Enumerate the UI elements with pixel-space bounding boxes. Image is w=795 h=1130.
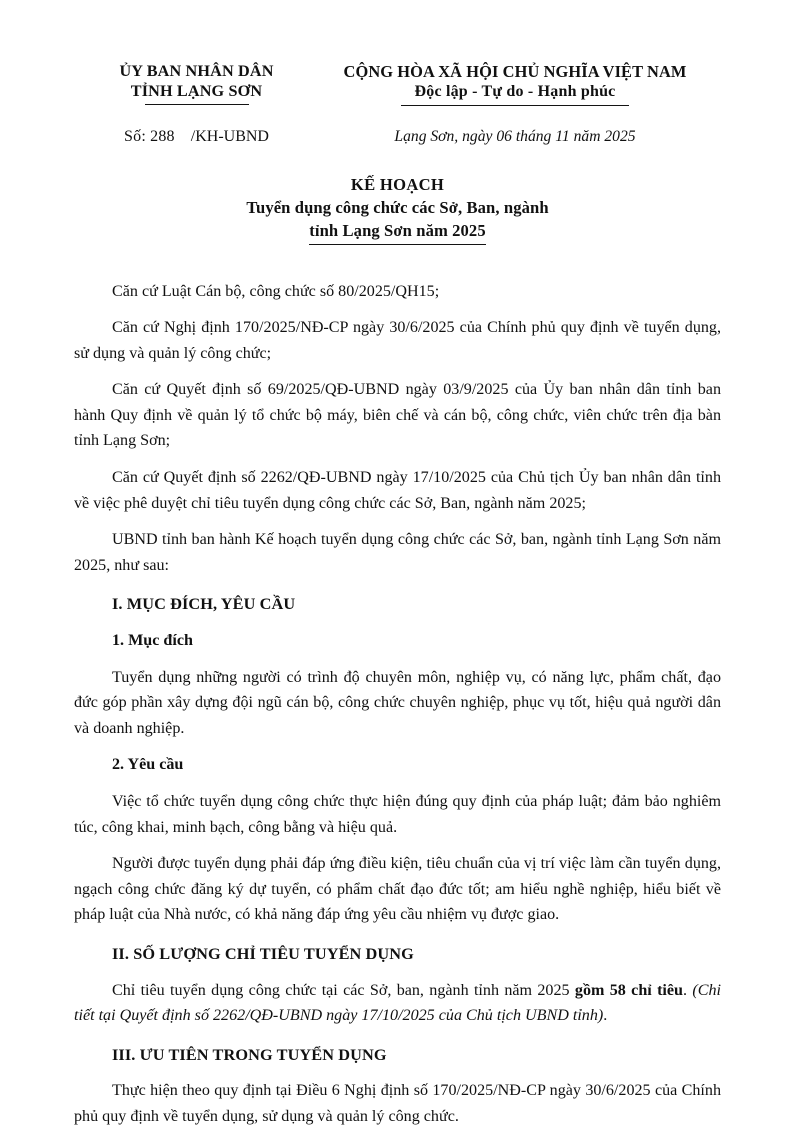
section-heading-ii: II. SỐ LƯỢNG CHỈ TIÊU TUYỂN DỤNG — [112, 943, 414, 963]
subsection-1-2-paragraph-a: Việc tổ chức tuyển dụng công chức thực hiện đúng quy định của pháp luật; đảm bảo nghiêm túc, công khai, minh bạch, công bằng và hiệu quả. — [74, 793, 721, 836]
document-subtitle-line-2: tỉnh Lạng Sơn năm 2025 — [309, 219, 485, 245]
issuing-authority-line-2: TỈNH LẠNG SƠN — [130, 81, 263, 100]
legal-basis-paragraph-2: Căn cứ Nghị định 170/2025/NĐ-CP ngày 30/6/2025 của Chính phủ quy định về tuyển dụng, sử dụng và quản lý công chức; — [74, 319, 721, 362]
section-ii-lead-text: Chỉ tiêu tuyển dụng công chức tại các Sở, ban, ngành tỉnh năm 2025 — [112, 981, 575, 999]
document-title-block — [74, 174, 721, 245]
document-subtitle-line-2-wrapper — [74, 219, 721, 245]
national-heading-block — [309, 62, 721, 106]
issuing-authority-block — [74, 62, 309, 105]
year-label: năm — [573, 127, 601, 145]
section-heading-iii: III. ƯU TIÊN TRONG TUYỂN DỤNG — [112, 1044, 387, 1064]
document-number-block — [74, 128, 309, 146]
document-subtitle-line-1: Tuyển dụng công chức các Sở, Ban, ngành — [246, 197, 549, 217]
subsection-heading-1-2: 2. Yêu cầu — [112, 756, 184, 774]
section-ii-reference-note: (Chi tiết tại Quyết định số 2262/QĐ-UBND ngày 17/10/2025 của Chủ tịch UBND tỉnh) — [74, 981, 721, 1025]
section-ii-separator: . — [683, 981, 693, 999]
legal-basis-paragraph-3: Căn cứ Quyết định số 69/2025/QĐ-UBND ngày 03/9/2025 của Ủy ban nhân dân tỉnh ban hành Quy định về quản lý tổ chức bộ máy, biên chế và cán bộ, công chức, viên chức trên địa bàn tỉnh Lạng Sơn; — [74, 381, 721, 450]
section-ii-period: . — [603, 1007, 608, 1025]
page-title: KẾ HOẠCH — [350, 174, 445, 194]
section-iii-paragraph: Thực hiện theo quy định tại Điều 6 Nghị định số 170/2025/NĐ-CP ngày 30/6/2025 của Chính phủ quy định về tuyển dụng, sử dụng và quản lý công chức. — [74, 1082, 721, 1125]
section-ii-paragraph — [74, 967, 721, 1029]
subsection-heading-1-1: 1. Mục đích — [112, 632, 193, 650]
subsection-1-1-paragraph: Tuyển dụng những người có trình độ chuyên môn, nghiệp vụ, có năng lực, phẩm chất, đạo đức góp phần xây dựng đội ngũ cán bộ, công chức chuyên nghiệp, phục vụ tốt, hiệu quả người dân và doanh nghiệp. — [74, 668, 721, 737]
issue-place: Lạng Sơn, ngày — [394, 127, 493, 145]
issue-month: 11 — [555, 127, 570, 145]
section-ii-quota-count: gồm 58 chỉ tiêu — [574, 981, 683, 999]
national-motto-underline — [401, 105, 629, 106]
issuing-authority-underline — [145, 104, 249, 105]
document-body — [74, 268, 721, 1130]
place-and-date-block — [309, 128, 721, 146]
document-number: Số: 288 — [124, 127, 175, 145]
issuing-authority-line-1: ỦY BAN NHÂN DÂN — [119, 62, 274, 80]
subsection-1-2-paragraph-b: Người được tuyển dụng phải đáp ứng điều kiện, tiêu chuẩn của vị trí việc làm cần tuyển dụng, ngạch công chức đăng ký dự tuyển, có phẩm chất đạo đức tốt; am hiểu nghề nghiệp, hiểu biết về pháp luật của Nhà nước, có khả năng đáp ứng yêu cầu nhiệm vụ được giao. — [74, 855, 721, 924]
document-masthead — [74, 62, 721, 106]
month-label: tháng — [515, 127, 552, 145]
issue-day: 06 — [496, 127, 512, 145]
document-number-and-date-row — [74, 128, 721, 146]
document-number-suffix: /KH-UBND — [190, 127, 269, 145]
national-motto: Độc lập - Tự do - Hạnh phúc — [414, 82, 616, 100]
section-heading-i: I. MỤC ĐÍCH, YÊU CẦU — [112, 594, 296, 614]
national-title: CỘNG HÒA XÃ HỘI CHỦ NGHĨA VIỆT NAM — [343, 62, 687, 81]
legal-basis-paragraph-1: Căn cứ Luật Cán bộ, công chức số 80/2025/QH15; — [112, 282, 440, 300]
introduction-paragraph: UBND tỉnh ban hành Kế hoạch tuyển dụng công chức các Sở, ban, ngành tỉnh Lạng Sơn năm 2025, như sau: — [74, 531, 721, 574]
issue-year: 2025 — [604, 127, 636, 145]
legal-basis-paragraph-4: Căn cứ Quyết định số 2262/QĐ-UBND ngày 17/10/2025 của Chủ tịch Ủy ban nhân dân tỉnh về việc phê duyệt chỉ tiêu tuyển dụng công chức các Sở, Ban, ngành năm 2025; — [74, 469, 721, 512]
